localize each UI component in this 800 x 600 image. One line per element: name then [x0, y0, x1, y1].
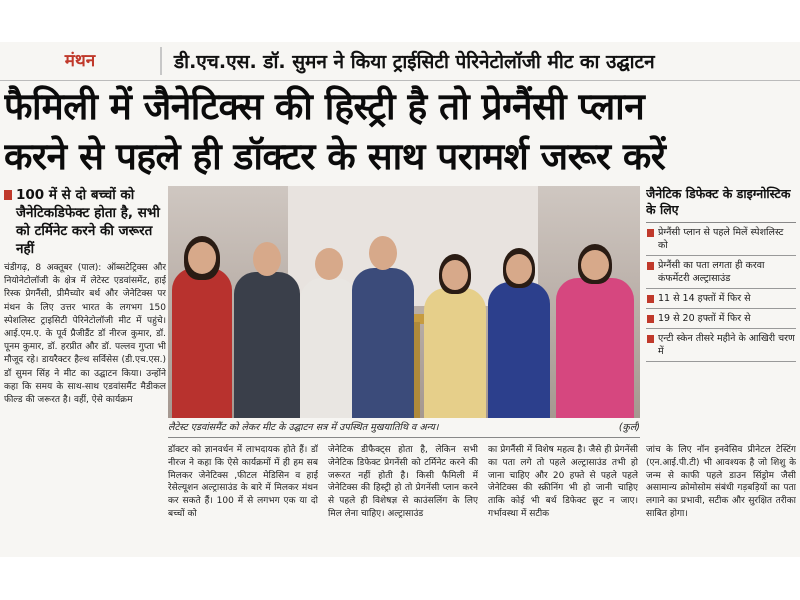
person: [352, 226, 414, 418]
section-tag: मंथन: [0, 47, 162, 75]
photo-caption: [168, 420, 640, 436]
article-column-4: [646, 444, 796, 556]
fact-item-text: एन्टी स्केन तीसरे महीने के आखिरी चरण में: [658, 333, 795, 357]
bullet-icon: [647, 315, 654, 323]
person: [556, 238, 634, 418]
article-body-left: [4, 262, 166, 407]
section-bar: [0, 42, 800, 80]
caption-text: लैटेस्ट एडवांसमैंट को लेकर मीट के उद्घाटन सत्र में उपस्थित मुखयातिथि व अन्य।: [168, 422, 439, 433]
kicker-headline: डी.एच.एस. डॉ. सुमन ने किया ट्राईसिटी पेरिनेटोलॉजी मीट का उद्घाटन: [174, 51, 655, 73]
sub-headline-text: 100 में से दो बच्चों को जैनेटिकडिफेक्ट होता है, सभी को टर्मिनेट करने की जरूरत नहीं: [16, 187, 160, 257]
fact-item: [646, 289, 796, 309]
fact-box: [646, 186, 796, 436]
fact-item: [646, 309, 796, 329]
fact-item: [646, 223, 796, 256]
person: [172, 228, 232, 418]
bullet-icon: [647, 262, 654, 270]
left-column: [4, 186, 166, 556]
fact-item: [646, 329, 796, 362]
photo-credit: (कुर्ल): [618, 422, 640, 433]
headline-line-1: फैमिली में जैनेटिक्स की हिस्ट्री है तो प्रेग्नैंसी प्लान: [4, 85, 645, 128]
bullet-icon: [647, 229, 654, 237]
paragraph: डॉक्टर को ज्ञानवर्धन में लाभदायक होते हैं। डॉ नीरज ने कहा कि ऐसे कार्यक्रमों में ही हम सब मिलकर जेनेटिक्स ,फीटल मेडिसिन व हाई रेसेल्यूशन अल्ट्रासाउंड के बारे में मिलकर मंथन कर सकते हैं। 100 में से लगभग एक या दो बच्चों को: [168, 445, 318, 519]
paragraph: जांच के लिए नॉन इनवेसिव प्रीनेटल टेस्टिंग (एन.आई.पी.टी) भी आवश्यक है जो शिशु के जन्म से काफी पहले डाउन सिंड्रोम जैसी असामान्य क्रोमोसोम संबंधी गड़बड़ियों का पता लगाने का प्रभावी, सटीक और सुरक्षित तरीका साबित होगा।: [646, 445, 796, 519]
article-column-3: [488, 444, 638, 556]
fact-item-text: प्रेग्नैंसी प्लान से पहले मिलें स्पेशलिस्ट को: [658, 227, 784, 251]
event-photo: [168, 186, 640, 418]
newspaper-clipping: [0, 42, 800, 557]
person: [300, 238, 358, 418]
divider: [0, 80, 800, 81]
bullet-icon: [647, 295, 654, 303]
fact-item-text: 11 से 14 हफ्तों में फिर से: [658, 293, 751, 304]
fact-item: [646, 256, 796, 289]
divider: [168, 437, 640, 438]
main-headline: [4, 82, 796, 182]
person: [234, 232, 300, 418]
headline-line-2: करने से पहले ही डॉक्टर के साथ परामर्श जरूर करें: [4, 135, 666, 178]
paragraph: चंडीगढ़, 8 अक्तूबर (पाल): ऑब्सटेट्रिक्स और नियोनेटोलॉजी के क्षेत्र में लेटेस्ट एडवांसमेंट, हाई रिस्क प्रेगनैंसी, प्रीमैच्योर बर्थ और जेनेटिक्स पर मंथन के लिए उत्तर भारत के लगभग 150 स्पेशलिस्ट ट्राइसिटी पेरिनेटोलॉजी मीट में पहुंचे। आई.एम.ए. के पूर्व प्रैजीडैंट डॉ नीरज कुमार, डॉ. पूनम कुमार, डॉ. हरप्रीत और डॉ. पल्लव गुप्ता भी मौजूद रहे। डायरैक्टर हैल्थ सर्विसेस (डी.एच.एस.) डॉ सुमन सिंह ने मीट का उद्घाटन किया। उन्होंने कहा कि समय के साथ-साथ एडवांसमैंट मैडीकल फील्ड की जरूरत है। वहीं, ऐसे कार्यक्रम: [4, 263, 166, 406]
paragraph: जेनेटिक डीफैक्ट्स होता है, लेकिन सभी जेनेटिक डिफेक्ट प्रेगनेंसी को टर्मिनेट करने की जरूरत नहीं होती है। किसी फैमिली में जेनेटिक्स की हिस्ट्री हो तो प्रेगनेंसी प्लान करने से पहले ही विशेषज्ञ से काउंसलिंग के लिए मिल लेना चाहिए। अल्ट्रासाउंड: [328, 445, 478, 519]
fact-item-text: प्रेग्नैंसी का पता लगता ही करवा कंफर्मेटरी अल्ट्रासाउंड: [658, 260, 765, 284]
article-column-2: [328, 444, 478, 556]
paragraph: का प्रेगनैंसी में विशेष महत्व है। जैसे ही प्रेगनेंसी का पता लगे तो पहले अल्ट्रासाउंड तभी हो जाना चाहिए और 20 हफ्ते से पहले पहले जेनेटिक्स की स्क्रीनिंग भी हो जानी चाहिए ताकि कोई भी बर्थ डिफेक्ट छूट न जाए। गर्भावस्था में सटीक: [488, 445, 638, 519]
sub-headline: [4, 186, 166, 258]
article-column-1: [168, 444, 318, 556]
fact-box-title: जैनेटिक डिफेक्ट के डाइग्नोस्टिक के लिए: [646, 186, 796, 223]
bullet-icon: [647, 335, 654, 343]
fact-item-text: 19 से 20 हफ्तों में फिर से: [658, 313, 751, 324]
person: [488, 242, 550, 418]
person: [424, 248, 486, 418]
bullet-icon: [4, 190, 12, 200]
